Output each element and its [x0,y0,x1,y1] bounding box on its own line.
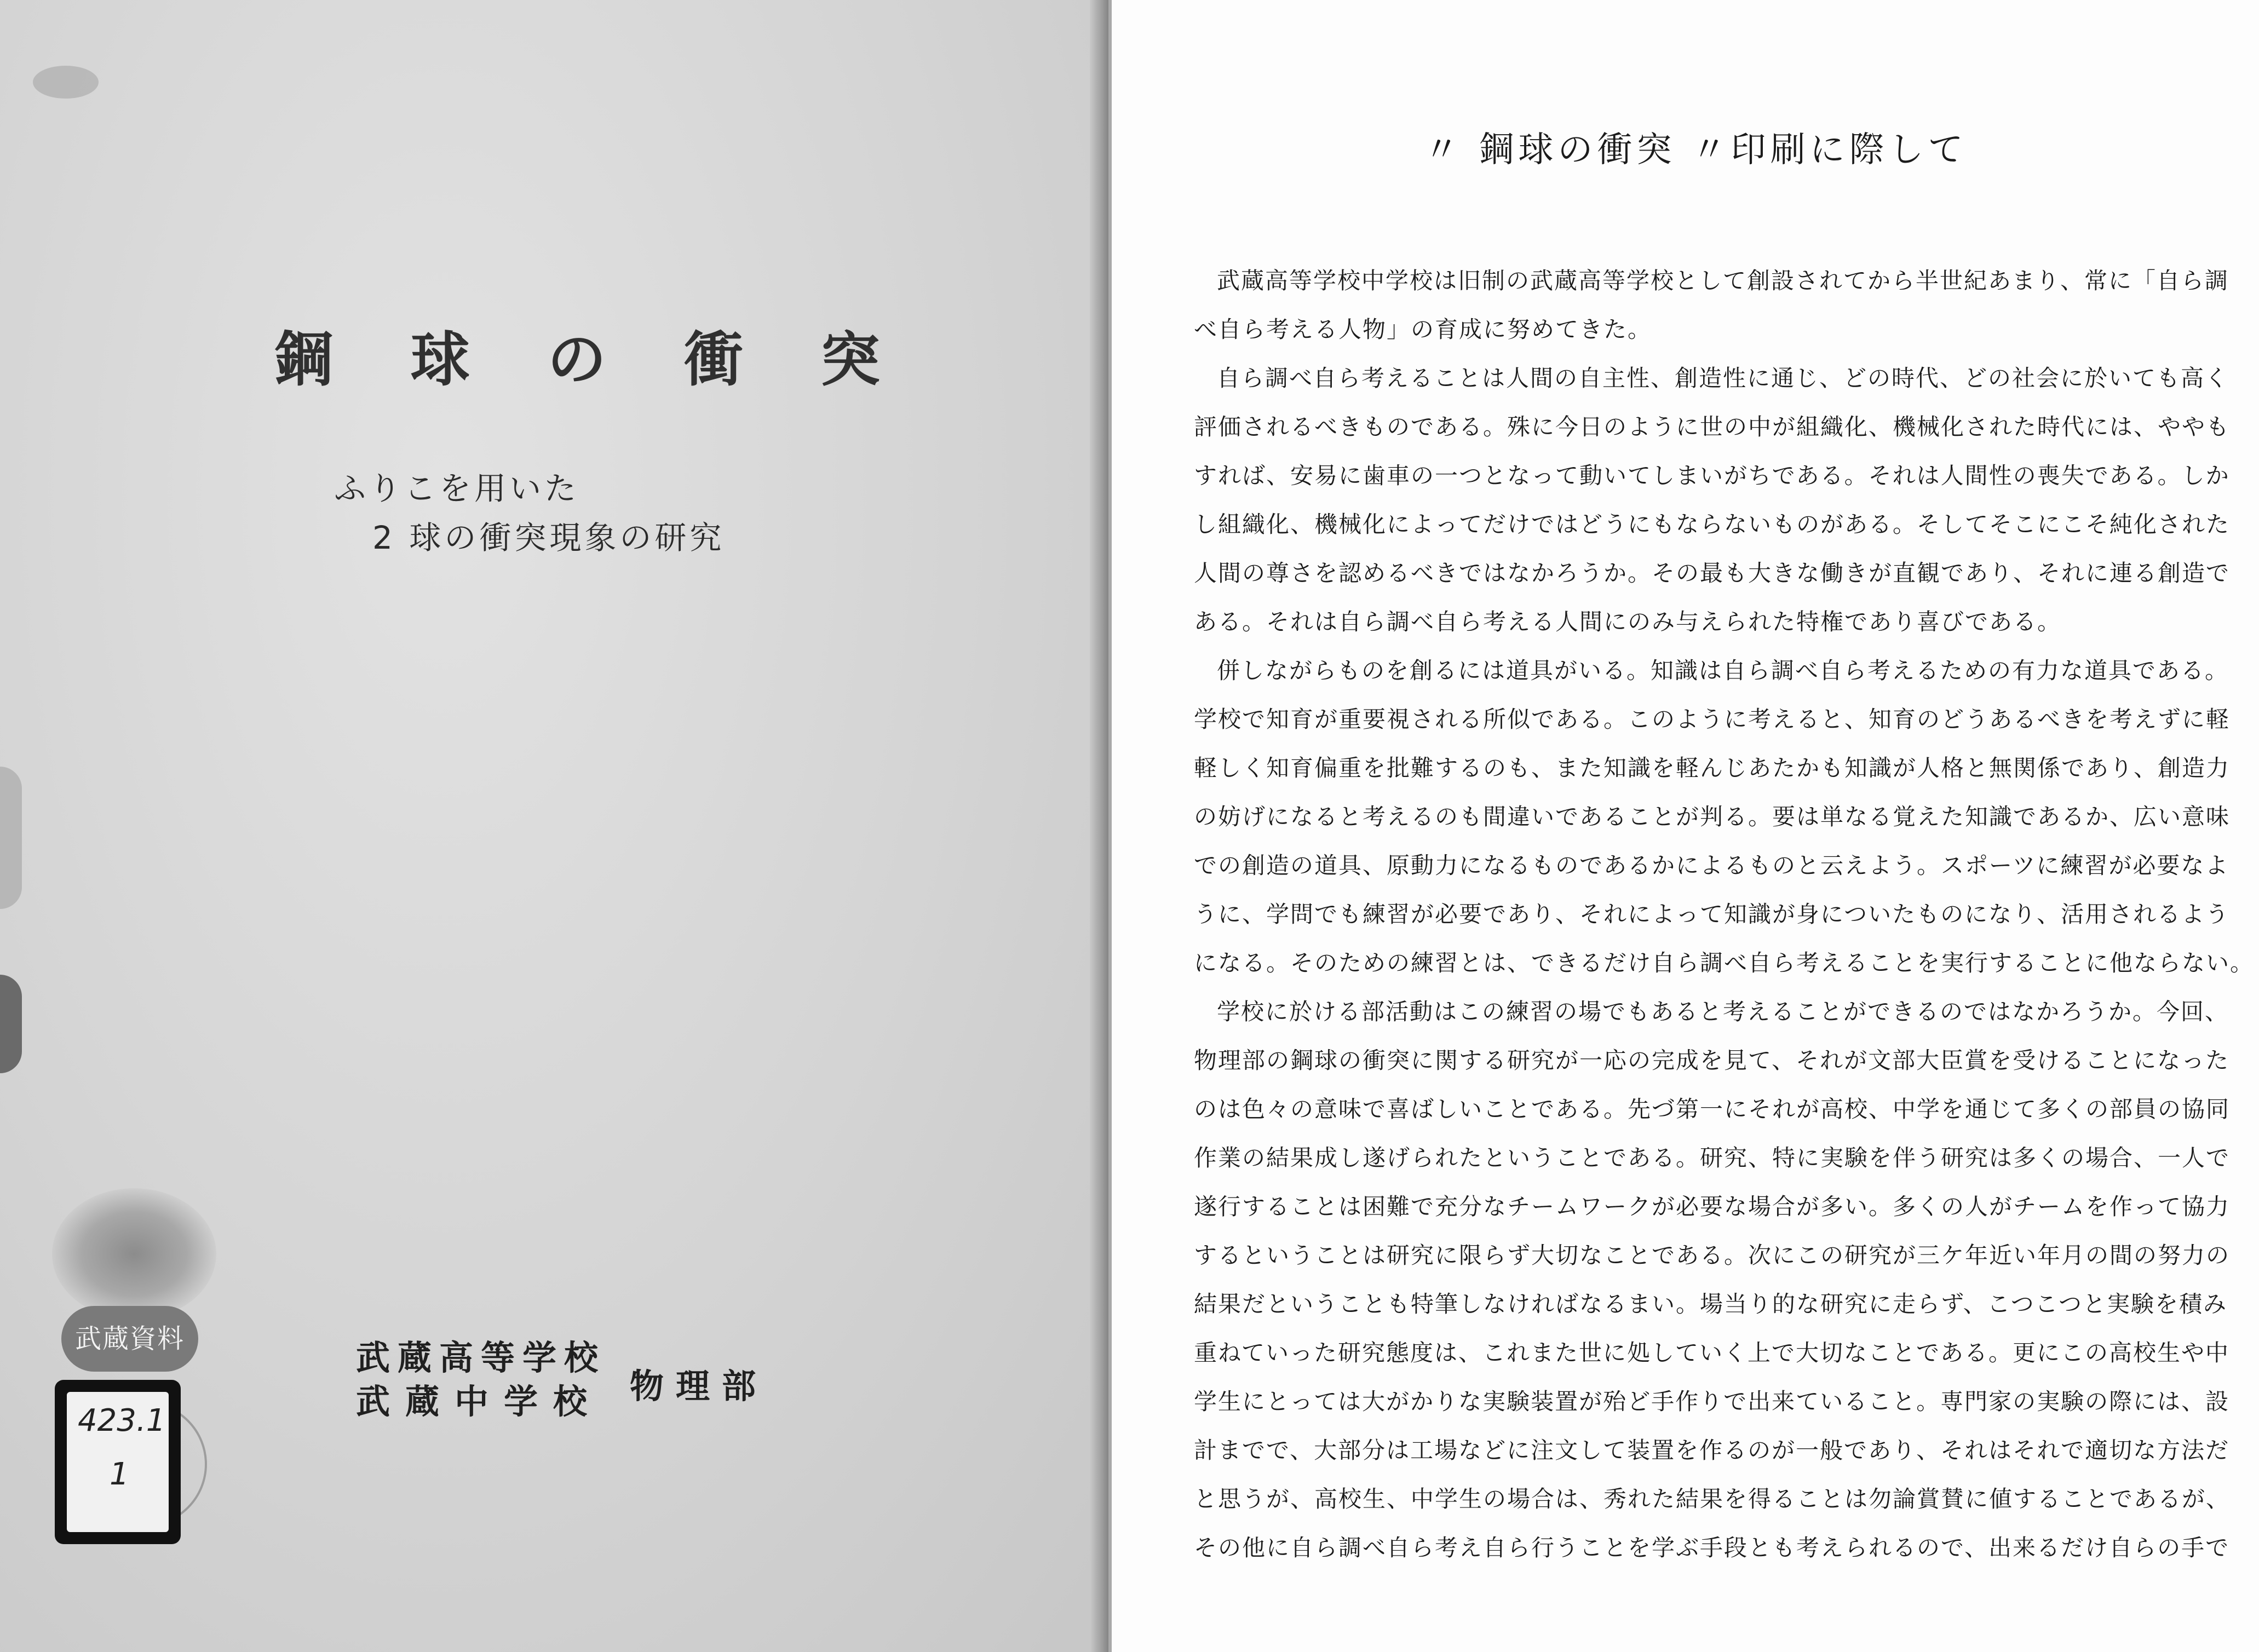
text-line: 重ねていった研究態度は、これまた世に処していく上で大切なことである。更にこの高校生や中 [1194,1339,2229,1366]
text-line: になる。そのための練習とは、できるだけ自ら調べ自ら考えることを実行することに他ならない。 [1194,949,2255,976]
text-line: ある。それは自ら調べ自ら考える人間にのみ与えられた特権であり喜びである。 [1194,608,2062,635]
publisher-line1: 武蔵高等学校 [356,1338,606,1378]
text-line: するということは研究に限らず大切なことである。次にこの研究が三ケ年近い年月の間の努力の [1194,1242,2231,1269]
library-call-label-inner [67,1392,169,1532]
publisher-line2: 武蔵中学校 [356,1382,603,1421]
publisher-department: 物理部 [630,1366,768,1406]
text-line: べ自ら考える人物」の育成に努めてきた。 [1194,316,1652,343]
text-line: 学校に於ける部活動はこの練習の場でもあると考えることができるのではなかろうか。今回、 [1217,998,2229,1025]
text-line: 物理部の鋼球の衝突に関する研究が一応の完成を見て、それが文部大臣賞を受けることになった [1194,1047,2230,1074]
cover-subtitle-line2: 2 球の衝突現象の研究 [372,519,725,556]
cover-edge-sticker [0,975,22,1073]
cover-edge-sticker [0,767,22,909]
cover-stain [33,66,99,99]
text-line: と思うが、高校生、中学生の場合は、秀れた結果を得ることは勿論賞賛に値することであるが、 [1194,1486,2231,1512]
cover-subtitle-line1: ふりこを用いた [334,470,580,507]
text-line: 武蔵高等学校中学校は旧制の武蔵高等学校として創設されてから半世紀あまり、常に「自ら調 [1217,267,2229,294]
call-number: 423.1 [78,1403,166,1438]
text-line: 遂行することは困難で充分なチームワークが必要な場合が多い。多くの人がチームを作って協力 [1194,1193,2231,1220]
cover-publisher [356,1336,768,1424]
text-line: 自ら調べ自ら考えることは人間の自主性、創造性に通じ、どの時代、どの社会に於いても高く [1217,365,2229,392]
text-line: 軽しく知育偏重を批難するのも、また知識を軽んじあたかも知識が人格と無関係であり、創造力 [1194,755,2231,781]
text-line: での創造の道具、原動力になるものであるかによるものと云えよう。スポーツに練習が必要なよ [1194,852,2229,879]
text-line: 人間の尊さを認めるべきではなかろうか。その最も大きな働きが直観であり、それに連る創造で [1194,560,2231,586]
text-line: その他に自ら調べ自ら考え自ら行うことを学ぶ手段とも考えられるので、出来るだけ自らの手で [1194,1534,2230,1561]
text-line: 作業の結果成し遂げられたということである。研究、特に実験を伴う研究は多くの場合、一人で [1194,1144,2231,1171]
library-badge: 武蔵資料 [61,1306,198,1372]
volume-number: 1 [110,1457,129,1492]
text-line: 学校で知育が重要視される所似である。このように考えると、知育のどうあるべきを考えずに軽 [1194,706,2231,733]
text-line: 学生にとっては大がかりな実験装置が殆ど手作りで出来ていること。専門家の実験の際には、設 [1194,1388,2230,1415]
text-line: 結果だということも特筆しなければなるまい。場当り的な研究に走らず、こつこつと実験を積み [1194,1291,2227,1317]
cover-edge-shadow [1090,0,1112,1652]
text-line: のは色々の意味で喜ばしいことである。先づ第一にそれが高校、中学を通じて多くの部員の協同 [1194,1096,2231,1123]
library-sticker-stain [52,1188,216,1320]
text-line: うに、学問でも練習が必要であり、それによって知識が身についたものになり、活用されるよう [1194,901,2230,928]
text-line: 併しながらものを創るには道具がいる。知識は自ら調べ自ら考えるための有力な道具である。 [1217,657,2229,684]
foreword-body [1194,256,2255,1572]
cover-title: 鋼 球 の 衝 突 [274,325,909,394]
foreword-page [1112,0,2259,1652]
foreword-title: 〃 鋼球の衝突 〃印刷に際して [1424,130,1968,170]
text-line: すれば、安易に歯車の一つとなって動いてしまいがちである。それは人間性の喪失である。しか [1194,462,2230,489]
text-line: し組織化、機械化によってだけではどうにもならないものがある。そしてそこにこそ純化された [1194,511,2231,538]
text-line: 評価されるべきものである。殊に今日のように世の中が組織化、機械化された時代には、ややも [1194,413,2231,440]
text-line: の妨げになると考えるのも間違いであることが判る。要は単なる覚えた知識であるか、広い意味 [1194,803,2231,830]
text-line: 計までで、大部分は工場などに注文して装置を作るのが一般であり、それはそれで適切な方法だ [1194,1437,2230,1464]
library-call-label [55,1380,181,1544]
book-cover [0,0,1112,1652]
